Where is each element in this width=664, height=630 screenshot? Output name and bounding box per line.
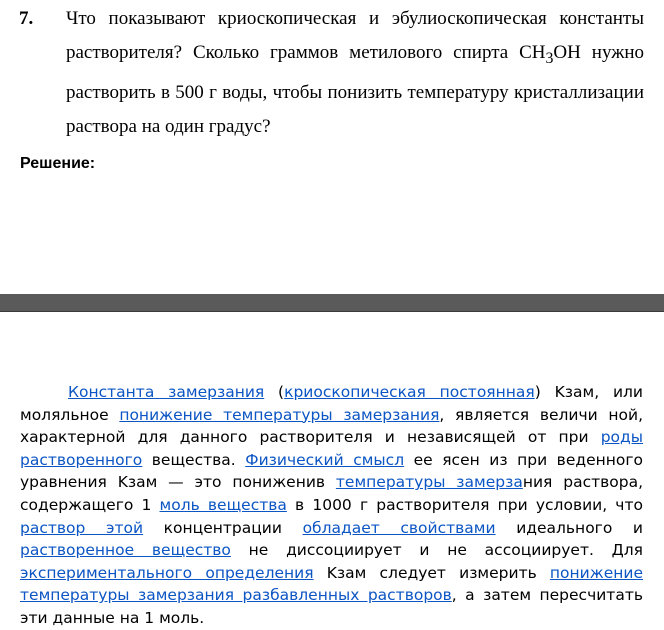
article-link[interactable]: растворенное вещество [20,541,231,560]
article-link[interactable]: температуры замерза [335,473,523,492]
article-link[interactable]: моль вещества [159,495,287,514]
article-text: идеального и [495,518,643,537]
article-text: в 1000 г растворителя при условии, что [286,495,643,514]
article-text: концентрации [143,518,303,537]
page-divider [0,294,664,312]
article-text: не диссоциирует и не ассоциирует. Для [230,541,643,560]
article-text: Kзам следует измерить [313,563,550,582]
article-link[interactable]: понижение температуры замерзания [119,405,440,424]
question-number: 7. [19,8,34,29]
article-text: ( [264,383,285,401]
question-block [19,2,644,144]
article-link[interactable]: обладает свойствами [302,518,496,537]
article-text: , а затем пересчитать эти данные на 1 моль. [20,586,643,627]
article-link[interactable]: криоскопическая постоянная [284,383,535,401]
article-text: , является величи ной, характерной для данного растворителя и независящей от при [20,405,644,447]
article-link[interactable]: роды растворенного [20,428,643,469]
article-link[interactable]: Константа замерзания [68,383,265,401]
article-text: ее ясен из при веденного уравнения Kзам — это пониженив [20,450,643,492]
article-text: ния раствора, содержащего 1 [20,473,643,514]
article-link[interactable]: экспериментального определения [20,563,314,582]
article-text: вещества. [142,450,246,469]
article-paragraph [20,381,643,630]
article-link[interactable]: понижение температуры замерзания разбавленных растворов [20,563,643,605]
question-text-part1: Что показывают криоскопическая и эбулиоскопическая константы растворителя? Сколько граммов метилового спирта CH [66,8,644,63]
subscript-3: 3 [545,49,554,67]
solution-label: Решение: [20,155,96,172]
article-link[interactable]: раствор этой [20,518,144,537]
question-text-part2: OH нужно растворить в 500 г воды, чтобы понизить температуру кристаллизации раствора на один градус? [66,42,645,137]
article-link[interactable]: Физический смысл [245,450,405,469]
article-text: ) Kзам, или моляльное [20,383,643,424]
question-text [66,2,644,144]
